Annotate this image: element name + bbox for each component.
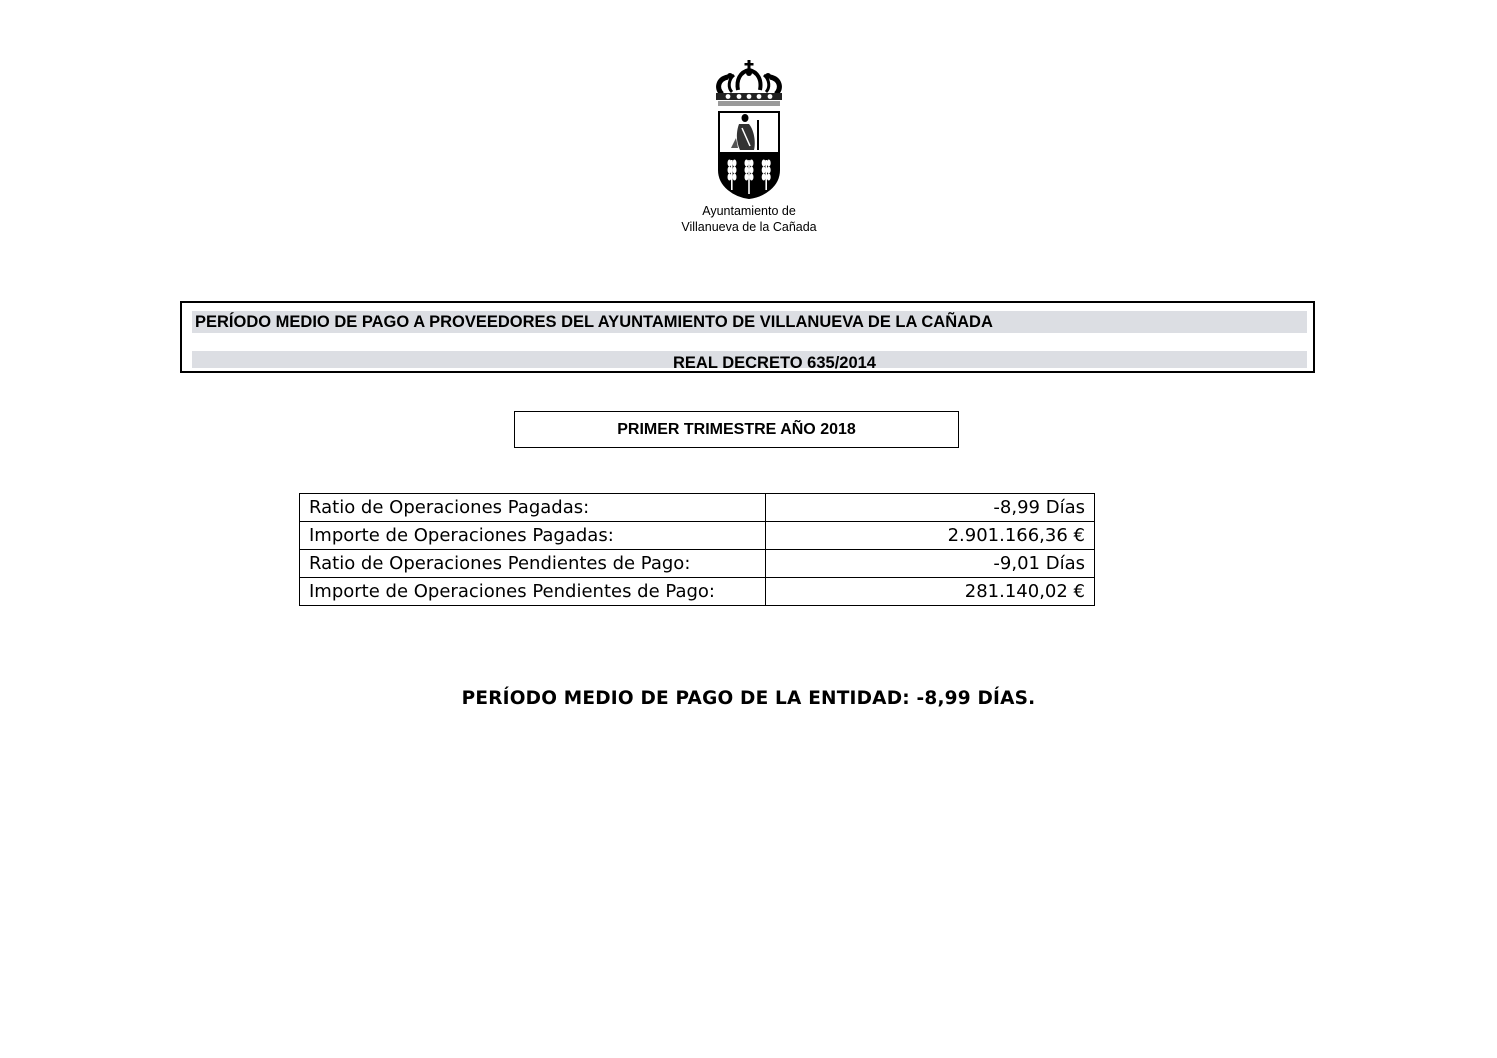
municipal-coat-of-arms-icon (706, 60, 792, 200)
organization-line-2: Villanueva de la Cañada (681, 220, 817, 234)
metric-value: 2.901.166,36 € (765, 522, 1094, 550)
metric-value: 281.140,02 € (765, 578, 1094, 606)
metric-label: Ratio de Operaciones Pendientes de Pago: (300, 550, 766, 578)
metric-label: Ratio de Operaciones Pagadas: (300, 494, 766, 522)
metrics-table (299, 493, 1095, 606)
document-subtitle: REAL DECRETO 635/2014 (192, 351, 1307, 368)
table-row (300, 578, 1095, 606)
period-label: PRIMER TRIMESTRE AÑO 2018 (514, 411, 959, 448)
organization-name (640, 203, 858, 235)
document-title: PERÍODO MEDIO DE PAGO A PROVEEDORES DEL AYUNTAMIENTO DE VILLANUEVA DE LA CAÑADA (192, 311, 1307, 333)
table-row (300, 550, 1095, 578)
metric-label: Importe de Operaciones Pagadas: (300, 522, 766, 550)
table-row (300, 494, 1095, 522)
metric-value: -8,99 Días (765, 494, 1094, 522)
document-header-box (180, 301, 1315, 373)
table-row (300, 522, 1095, 550)
metric-label: Importe de Operaciones Pendientes de Pago: (300, 578, 766, 606)
organization-line-1: Ayuntamiento de (702, 204, 796, 218)
metric-value: -9,01 Días (765, 550, 1094, 578)
average-payment-period-result: PERÍODO MEDIO DE PAGO DE LA ENTIDAD: -8,99 DÍAS. (461, 688, 1036, 709)
